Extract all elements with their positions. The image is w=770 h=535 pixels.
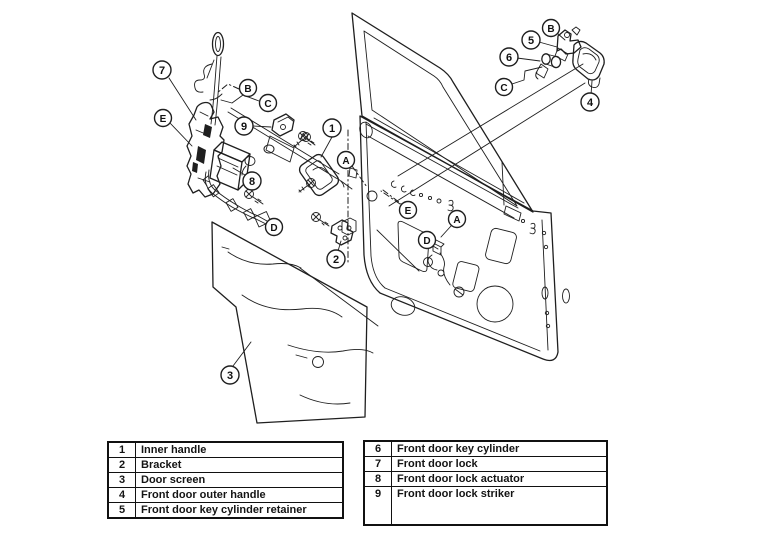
callout-A-door-panel <box>449 211 466 228</box>
callout-7 <box>153 61 171 79</box>
table-row <box>364 487 607 525</box>
table-row <box>364 457 607 472</box>
part-name: Front door lock <box>392 457 608 472</box>
svg-text:6: 6 <box>505 52 513 64</box>
svg-text:A: A <box>342 156 350 167</box>
svg-text:B: B <box>547 24 555 35</box>
screw <box>312 213 330 227</box>
part-number: 2 <box>108 458 136 473</box>
callout-2 <box>327 250 345 268</box>
parts-table-right <box>363 440 608 526</box>
table-row <box>364 441 607 457</box>
part-number: 6 <box>364 441 392 457</box>
callout-5 <box>522 31 540 49</box>
svg-text:A: A <box>453 215 461 226</box>
svg-text:E: E <box>159 114 167 125</box>
callout-A-door-edge <box>338 152 355 169</box>
table-row <box>364 472 607 487</box>
door-body <box>342 116 570 360</box>
part-name: Bracket <box>136 458 344 473</box>
part-name: Front door lock actuator <box>392 472 608 487</box>
part-number: 1 <box>108 442 136 458</box>
svg-text:4: 4 <box>586 97 594 109</box>
part-number: 7 <box>364 457 392 472</box>
svg-text:9: 9 <box>240 121 248 133</box>
part-name: Front door key cylinder <box>392 441 608 457</box>
screen-hole <box>313 357 324 368</box>
callout-D-cable <box>266 219 283 236</box>
panel-opening-rect <box>485 227 518 264</box>
screw <box>245 190 264 205</box>
callout-C-lock-rod <box>260 95 277 112</box>
callout-B-handle <box>543 20 560 37</box>
table-row <box>108 458 343 473</box>
key-cylinder <box>536 54 561 79</box>
callout-B-lock-rod <box>240 80 257 97</box>
part-number: 9 <box>364 487 392 525</box>
table-row <box>108 488 343 503</box>
door-screen <box>212 222 373 423</box>
svg-text:8: 8 <box>248 176 256 188</box>
part-name: Front door key cylinder retainer <box>136 503 344 519</box>
table-row <box>108 473 343 488</box>
svg-text:1: 1 <box>328 123 336 135</box>
parts-table-left <box>107 441 344 519</box>
table-row <box>108 503 343 519</box>
leader-lines <box>169 33 592 366</box>
svg-text:D: D <box>270 223 278 234</box>
part-number: 5 <box>108 503 136 519</box>
part-name: Front door outer handle <box>136 488 344 503</box>
callout-3 <box>221 366 239 384</box>
svg-text:D: D <box>423 236 431 247</box>
part-number: 4 <box>108 488 136 503</box>
projection-lines <box>300 64 585 326</box>
part-name: Inner handle <box>136 442 344 458</box>
callout-6 <box>500 48 518 66</box>
svg-text:7: 7 <box>158 65 166 77</box>
callout-4 <box>581 93 599 111</box>
part-name: Front door lock striker <box>392 487 608 525</box>
callout-D-door <box>419 232 436 249</box>
part-number: 3 <box>108 473 136 488</box>
svg-text:B: B <box>244 84 252 95</box>
svg-text:3: 3 <box>226 370 234 382</box>
svg-text:C: C <box>264 99 272 110</box>
inner-handle-bezel <box>297 152 341 198</box>
callout-8 <box>243 172 261 190</box>
callout-C-cylinder <box>496 79 513 96</box>
rod-guide <box>195 64 212 92</box>
svg-text:E: E <box>404 206 412 217</box>
part-number: 8 <box>364 472 392 487</box>
svg-text:2: 2 <box>332 254 340 266</box>
inner-handle-group <box>294 133 353 246</box>
callout-9 <box>235 117 253 135</box>
door-window-frame <box>352 13 533 212</box>
svg-text:5: 5 <box>527 35 535 47</box>
callout-E-lock <box>155 110 172 127</box>
callout-E-door <box>400 202 417 219</box>
svg-text:C: C <box>500 83 508 94</box>
part-name: Door screen <box>136 473 344 488</box>
table-row <box>108 442 343 458</box>
outer-handle <box>573 41 604 87</box>
panel-hole-round <box>477 286 513 322</box>
callout-1 <box>323 119 341 137</box>
lock-rod-vertical <box>211 33 224 126</box>
outer-handle-group <box>536 27 604 88</box>
